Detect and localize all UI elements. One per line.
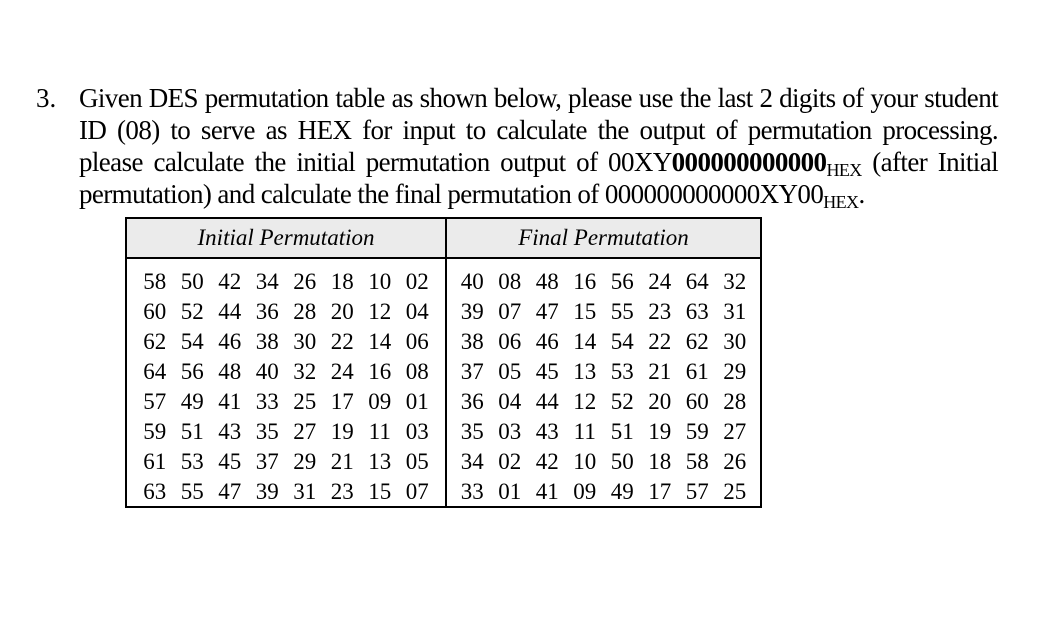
initial-permutation-cell: 60	[143, 299, 167, 324]
initial-permutation-cell: 42	[218, 269, 242, 294]
initial-permutation-cell: 31	[293, 479, 317, 504]
initial-permutation-cell: 63	[143, 479, 167, 504]
final-permutation-cell: 64	[685, 269, 709, 294]
final-permutation-cell: 31	[723, 299, 747, 324]
final-permutation-cell: 43	[535, 419, 559, 444]
question-text-part2: (after Initial permutation) and calculate the final permutation of 000000000000XY00	[79, 147, 998, 209]
question-number: 3.	[36, 83, 57, 113]
initial-permutation-cell: 10	[368, 269, 392, 294]
hex-subscript-1: HEX	[826, 160, 862, 180]
final-permutation-cell: 26	[723, 449, 747, 474]
final-permutation-row	[447, 447, 760, 477]
initial-permutation-cell: 23	[330, 479, 354, 504]
final-permutation-body	[447, 259, 760, 507]
final-permutation-cell: 07	[498, 299, 522, 324]
initial-permutation-cell: 17	[330, 389, 354, 414]
initial-permutation-cell: 41	[218, 389, 242, 414]
final-permutation-cell: 34	[460, 449, 484, 474]
final-permutation-cell: 35	[460, 419, 484, 444]
initial-permutation-cell: 01	[405, 389, 429, 414]
initial-permutation-cell: 54	[180, 329, 204, 354]
final-permutation-row	[447, 297, 760, 327]
hex-subscript-2: HEX	[823, 192, 859, 212]
initial-permutation-cell: 27	[293, 419, 317, 444]
final-permutation-cell: 40	[460, 269, 484, 294]
initial-permutation-cell: 33	[255, 389, 279, 414]
initial-permutation-cell: 57	[143, 389, 167, 414]
initial-permutation-row	[127, 357, 445, 387]
question-text-end: .	[858, 179, 865, 209]
final-permutation-cell: 28	[723, 389, 747, 414]
final-permutation-cell: 02	[498, 449, 522, 474]
final-permutation-cell: 05	[498, 359, 522, 384]
final-permutation-cell: 59	[685, 419, 709, 444]
initial-permutation-row	[127, 417, 445, 447]
initial-permutation-cell: 50	[180, 269, 204, 294]
final-permutation-cell: 17	[648, 479, 672, 504]
initial-permutation-cell: 56	[180, 359, 204, 384]
initial-permutation-cell: 05	[405, 449, 429, 474]
final-permutation-cell: 30	[723, 329, 747, 354]
permutation-table	[125, 217, 762, 508]
initial-permutation-row	[127, 447, 445, 477]
initial-permutation-cell: 29	[293, 449, 317, 474]
final-permutation-cell: 39	[460, 299, 484, 324]
initial-permutation-cell: 52	[180, 299, 204, 324]
question-text-part1: Given DES permutation table as shown below, please use the last 2 digits of your student ID (08) to serve as HEX for input to calculate the output of permutation processing. please calculate the initial permutation output of 00XY	[79, 83, 998, 177]
initial-permutation-cell: 02	[405, 269, 429, 294]
final-permutation-cell: 37	[460, 359, 484, 384]
final-permutation-cell: 04	[498, 389, 522, 414]
initial-permutation-cell: 21	[330, 449, 354, 474]
final-permutation-cell: 22	[648, 329, 672, 354]
initial-permutation-cell: 49	[180, 389, 204, 414]
final-permutation-cell: 15	[573, 299, 597, 324]
final-permutation-cell: 42	[535, 449, 559, 474]
initial-permutation-cell: 48	[218, 359, 242, 384]
final-permutation-cell: 16	[573, 269, 597, 294]
final-permutation-cell: 63	[685, 299, 709, 324]
final-permutation-cell: 33	[460, 479, 484, 504]
initial-permutation-row	[127, 387, 445, 417]
initial-permutation-cell: 37	[255, 449, 279, 474]
final-permutation-cell: 55	[610, 299, 634, 324]
initial-permutation-cell: 46	[218, 329, 242, 354]
initial-permutation-cell: 11	[368, 419, 391, 444]
final-permutation-cell: 48	[535, 269, 559, 294]
final-permutation-cell: 57	[685, 479, 709, 504]
initial-permutation-cell: 07	[405, 479, 429, 504]
initial-permutation-cell: 51	[180, 419, 204, 444]
final-permutation-cell: 54	[610, 329, 634, 354]
initial-permutation-cell: 20	[330, 299, 354, 324]
final-permutation-cell: 03	[498, 419, 522, 444]
question-text-bold: 000000000000	[671, 147, 827, 177]
final-permutation-cell: 25	[723, 479, 747, 504]
initial-permutation-cell: 19	[330, 419, 354, 444]
question-block	[36, 82, 998, 210]
question-text	[79, 82, 998, 210]
final-permutation-cell: 12	[573, 389, 597, 414]
initial-permutation-row	[127, 477, 445, 507]
final-permutation-cell: 23	[648, 299, 672, 324]
final-permutation-row	[447, 477, 760, 507]
initial-permutation-cell: 04	[405, 299, 429, 324]
initial-permutation-row	[127, 327, 445, 357]
initial-permutation-cell: 24	[330, 359, 354, 384]
final-permutation-cell: 08	[498, 269, 522, 294]
initial-permutation-cell: 22	[330, 329, 354, 354]
initial-permutation-cell: 53	[180, 449, 204, 474]
initial-permutation-cell: 15	[368, 479, 392, 504]
initial-permutation-header: Initial Permutation	[127, 219, 447, 259]
initial-permutation-cell: 55	[180, 479, 204, 504]
final-permutation-cell: 60	[685, 389, 709, 414]
final-permutation-cell: 51	[610, 419, 634, 444]
final-permutation-cell: 49	[610, 479, 634, 504]
initial-permutation-row	[127, 297, 445, 327]
initial-permutation-cell: 30	[293, 329, 317, 354]
initial-permutation-cell: 44	[218, 299, 242, 324]
initial-permutation-cell: 61	[143, 449, 167, 474]
initial-permutation-row	[127, 267, 445, 297]
final-permutation-cell: 32	[723, 269, 747, 294]
initial-permutation-cell: 13	[368, 449, 392, 474]
final-permutation-cell: 44	[535, 389, 559, 414]
initial-permutation-cell: 58	[143, 269, 167, 294]
final-permutation-cell: 18	[648, 449, 672, 474]
final-permutation-cell: 10	[573, 449, 597, 474]
initial-permutation-cell: 36	[255, 299, 279, 324]
final-permutation-cell: 01	[498, 479, 522, 504]
initial-permutation-cell: 47	[218, 479, 242, 504]
initial-permutation-cell: 08	[405, 359, 429, 384]
final-permutation-cell: 19	[648, 419, 672, 444]
final-permutation-cell: 29	[723, 359, 747, 384]
initial-permutation-cell: 40	[255, 359, 279, 384]
final-permutation-cell: 52	[610, 389, 634, 414]
final-permutation-cell: 45	[535, 359, 559, 384]
final-permutation-row	[447, 267, 760, 297]
initial-permutation-cell: 26	[293, 269, 317, 294]
initial-permutation-cell: 38	[255, 329, 279, 354]
initial-permutation-cell: 03	[405, 419, 429, 444]
final-permutation-cell: 41	[535, 479, 559, 504]
final-permutation-row	[447, 357, 760, 387]
initial-permutation-cell: 62	[143, 329, 167, 354]
final-permutation-cell: 24	[648, 269, 672, 294]
initial-permutation-cell: 28	[293, 299, 317, 324]
initial-permutation-cell: 64	[143, 359, 167, 384]
final-permutation-row	[447, 327, 760, 357]
initial-permutation-cell: 34	[255, 269, 279, 294]
final-permutation-cell: 47	[535, 299, 559, 324]
initial-permutation-cell: 06	[405, 329, 429, 354]
initial-permutation-cell: 45	[218, 449, 242, 474]
initial-permutation-cell: 35	[255, 419, 279, 444]
initial-permutation-cell: 43	[218, 419, 242, 444]
final-permutation-cell: 09	[573, 479, 597, 504]
initial-permutation-cell: 32	[293, 359, 317, 384]
final-permutation-cell: 38	[460, 329, 484, 354]
initial-permutation-body	[127, 259, 447, 507]
final-permutation-cell: 11	[573, 419, 596, 444]
final-permutation-cell: 58	[685, 449, 709, 474]
final-permutation-cell: 36	[460, 389, 484, 414]
final-permutation-cell: 20	[648, 389, 672, 414]
initial-permutation-cell: 09	[368, 389, 392, 414]
final-permutation-cell: 13	[573, 359, 597, 384]
initial-permutation-cell: 16	[368, 359, 392, 384]
final-permutation-cell: 14	[573, 329, 597, 354]
final-permutation-cell: 50	[610, 449, 634, 474]
final-permutation-cell: 62	[685, 329, 709, 354]
initial-permutation-cell: 59	[143, 419, 167, 444]
final-permutation-cell: 61	[685, 359, 709, 384]
final-permutation-cell: 53	[610, 359, 634, 384]
final-permutation-row	[447, 417, 760, 447]
initial-permutation-cell: 39	[255, 479, 279, 504]
final-permutation-cell: 56	[610, 269, 634, 294]
final-permutation-cell: 46	[535, 329, 559, 354]
final-permutation-header: Final Permutation	[447, 219, 760, 259]
initial-permutation-cell: 18	[330, 269, 354, 294]
final-permutation-row	[447, 387, 760, 417]
initial-permutation-cell: 25	[293, 389, 317, 414]
initial-permutation-cell: 12	[368, 299, 392, 324]
initial-permutation-cell: 14	[368, 329, 392, 354]
final-permutation-cell: 27	[723, 419, 747, 444]
final-permutation-cell: 06	[498, 329, 522, 354]
final-permutation-cell: 21	[648, 359, 672, 384]
